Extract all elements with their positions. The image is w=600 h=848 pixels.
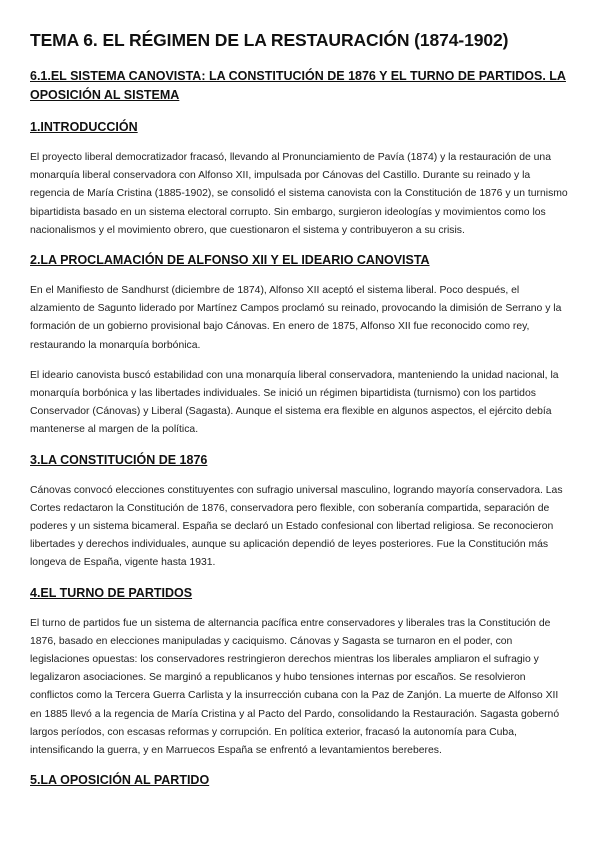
document-title: TEMA 6. EL RÉGIMEN DE LA RESTAURACIÓN (1874-1902): [30, 30, 509, 50]
section-heading-constitucion: 3.LA CONSTITUCIÓN DE 1876: [30, 452, 208, 467]
section-heading-introduccion: 1.INTRODUCCIÓN: [30, 120, 138, 134]
paragraph: El turno de partidos fue un sistema de alternancia pacífica entre conservadores y liberales tras la Constitución de 1876, basado en elecciones manipuladas y caciquismo. Cánovas y Sagasta se turnaron en el poder, con legislaciones opuestas: los conservadores restringieron derechos mientras los liberales ampliaron el sufragio y legalizaron asociaciones. Se marginó a republicanos y hubo tensiones internas por escaños. Se resolvieron conflictos como la Tercera Guerra Carlista y la insurrección cubana con la Paz de Zanjón. La muerte de Alfonso XII en 1885 llevó a la regencia de María Cristina y al Pacto del Pardo, consolidando la Restauración. Sagasta gobernó largos períodos, con escasas reformas y corrupción. En política exterior, fracasó la autonomía para Cuba, intensificando la guerra, y en Marruecos España se enfrentó a levantamientos bereberes.: [30, 617, 560, 757]
paragraph: Cánovas convocó elecciones constituyentes con sufragio universal masculino, logrando mayoría conservadora. Las Cortes redactaron la Constitución de 1876, conservadora pero flexible, con soberanía compartida, separación de poderes y un sistema bicameral. España se declaró un Estado confesional con libertad religiosa. Se reconocieron libertades y derechos individuales, aunque su aplicación dependió de leyes posteriores. Fue la Constitución más longeva de España, vigente hasta 1931.: [30, 484, 563, 569]
section-heading-turno: 4.EL TURNO DE PARTIDOS: [30, 585, 193, 600]
paragraph: En el Manifiesto de Sandhurst (diciembre de 1874), Alfonso XII aceptó el sistema liberal. Poco después, el alzamiento de Sagunto liderado por Martínez Campos proclamó su reinado, provocando la dimisión de Serrano y la formación de un gobierno provisional bajo Cánovas. En enero de 1875, Alfonso XII fue reconocido como rey, restaurando la monarquía borbónica.: [30, 285, 562, 351]
section-heading-proclamacion: 2.LA PROCLAMACIÓN DE ALFONSO XII Y EL IDEARIO CANOVISTA: [30, 253, 430, 268]
paragraph: El proyecto liberal democratizador fracasó, llevando al Pronunciamiento de Pavía (1874) y la restauración de una monarquía liberal conservadora con Alfonso XII, impulsada por Cánovas del Castillo. Durante su reinado y la regencia de María Cristina (1885-1902), se consolidó el sistema canovista con la Constitución de 1876 y un turnismo bipartidista basado en un sistema electoral corrupto. Sin embargo, surgieron ideologías y movimientos como los nacionalismos y el movimiento obrero, que cuestionaron el sistema y contribuyeron a su crisis.: [30, 152, 568, 236]
section-heading-oposicion: 5.LA OPOSICIÓN AL PARTIDO: [30, 773, 210, 788]
document-subtitle: 6.1.EL SISTEMA CANOVISTA: LA CONSTITUCIÓN DE 1876 Y EL TURNO DE PARTIDOS. LA OPOSICIÓN AL SISTEMA: [30, 69, 566, 102]
paragraph: El ideario canovista buscó estabilidad con una monarquía liberal conservadora, manteniendo la unidad nacional, la monarquía borbónica y las libertades individuales. Se inició un régimen bipartidista (turnismo) con los partidos Conservador (Cánovas) y Liberal (Sagasta). Aunque el sistema era flexible en algunos aspectos, el ejército debía mantenerse al margen de la política.: [30, 369, 559, 436]
